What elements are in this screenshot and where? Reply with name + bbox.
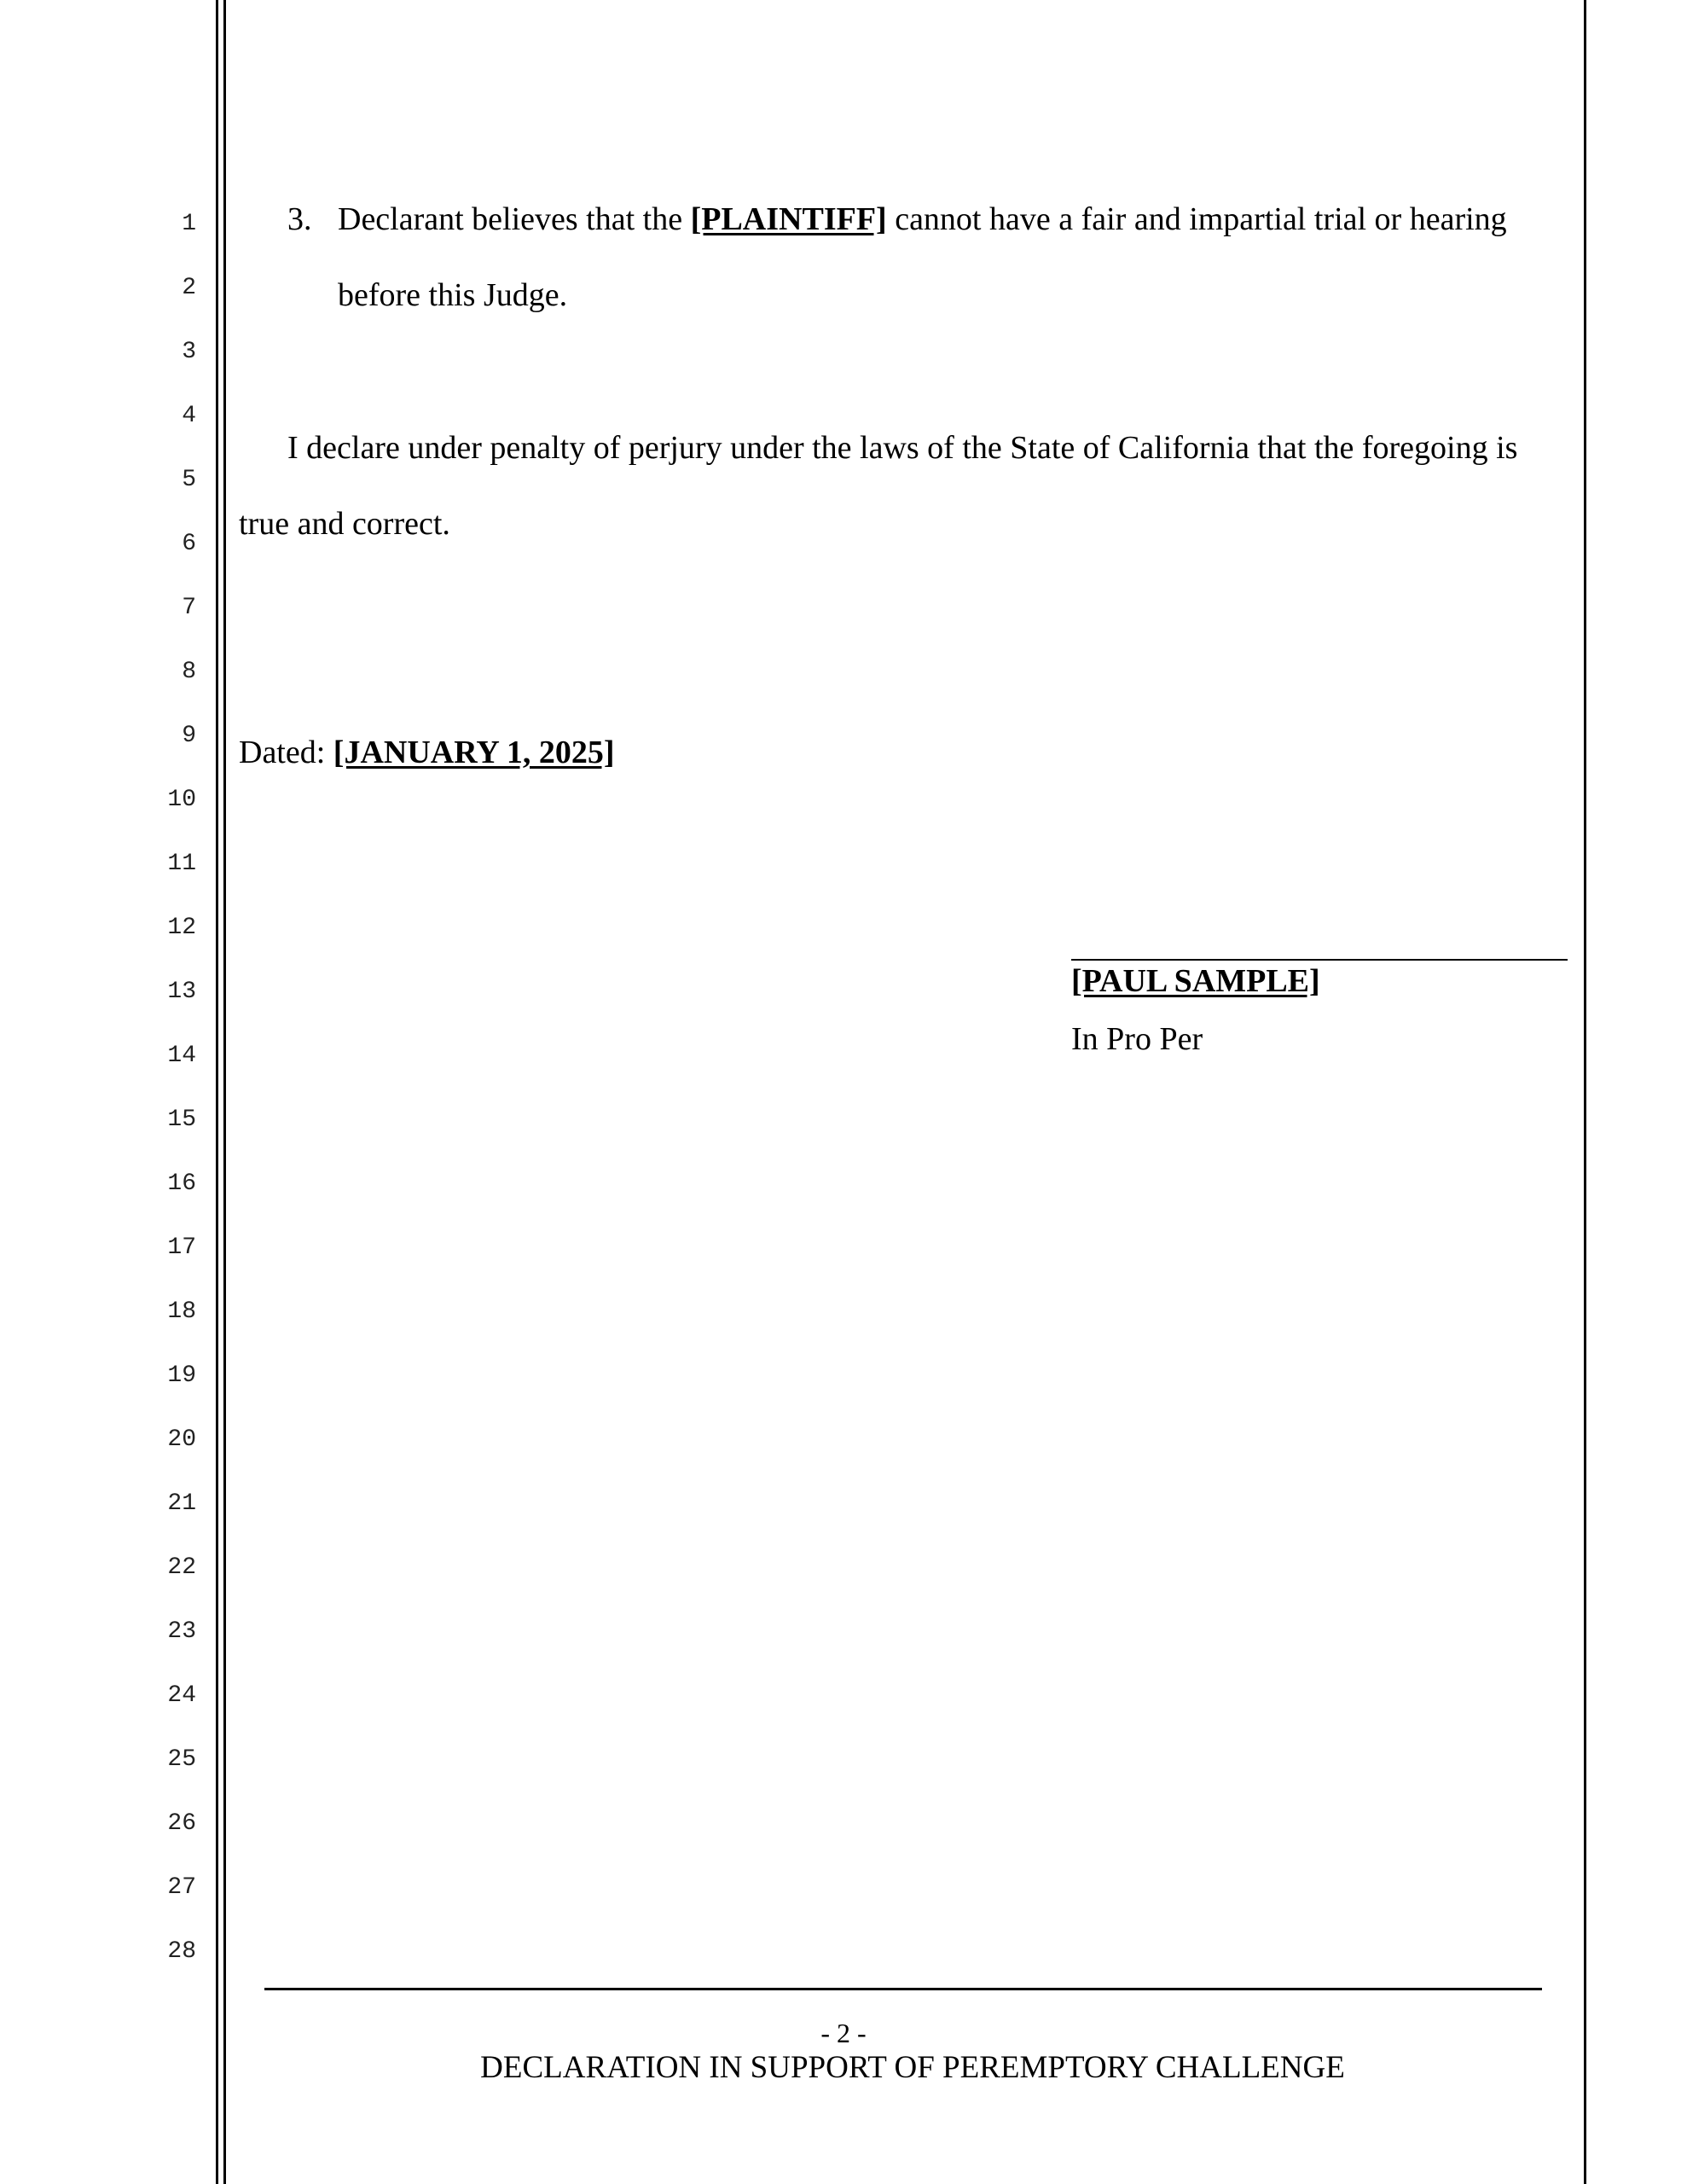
paragraph-3-text-before: Declarant believes that the <box>338 201 683 237</box>
line-number: 15 <box>167 1107 196 1133</box>
line-number: 13 <box>167 979 196 1005</box>
dated-label: Dated: <box>239 735 326 770</box>
line-number: 24 <box>167 1682 196 1709</box>
dated-line <box>239 734 615 771</box>
right-margin-rule <box>1584 0 1586 2184</box>
line-number: 7 <box>182 595 196 621</box>
declaration-line-1: I declare under penalty of perjury under the laws of the State of California that the foregoing is <box>287 430 1518 466</box>
line-number: 3 <box>182 339 196 365</box>
signer-role: In Pro Per <box>1071 1021 1203 1057</box>
line-number: 8 <box>182 659 196 685</box>
plaintiff-placeholder: [PLAINTIFF] <box>690 201 887 237</box>
line-number: 23 <box>167 1618 196 1645</box>
document-title: DECLARATION IN SUPPORT OF PEREMPTORY CHALLENGE <box>480 2050 1345 2085</box>
line-number: 21 <box>167 1490 196 1517</box>
line-number: 25 <box>167 1746 196 1773</box>
line-number: 28 <box>167 1938 196 1965</box>
line-number: 27 <box>167 1874 196 1901</box>
line-number: 22 <box>167 1554 196 1581</box>
paragraph-3-line-2: before this Judge. <box>338 277 568 313</box>
line-number: 17 <box>167 1234 196 1261</box>
line-number: 11 <box>167 851 196 877</box>
signer-name: [PAUL SAMPLE] <box>1071 963 1320 999</box>
line-number: 9 <box>182 723 196 749</box>
line-number: 2 <box>182 275 196 301</box>
left-margin-rule-inner <box>223 0 226 2184</box>
line-number: 5 <box>182 467 196 493</box>
date-placeholder: [JANUARY 1, 2025] <box>333 735 615 770</box>
paragraph-number: 3. <box>287 201 312 237</box>
line-number: 10 <box>167 787 196 813</box>
declaration-line-2: true and correct. <box>239 506 450 542</box>
footer-rule <box>264 1988 1542 1990</box>
line-number: 19 <box>167 1362 196 1389</box>
signature-line <box>1071 959 1568 961</box>
line-number: 4 <box>182 403 196 429</box>
line-number: 26 <box>167 1810 196 1837</box>
paragraph-3-line-1 <box>338 200 1507 238</box>
line-number: 6 <box>182 531 196 557</box>
line-number: 1 <box>182 211 196 237</box>
page-number: - 2 - <box>820 2018 867 2048</box>
left-margin-rule-outer <box>216 0 218 2184</box>
line-number: 16 <box>167 1170 196 1197</box>
line-number: 18 <box>167 1298 196 1325</box>
paragraph-3-text-after: cannot have a fair and impartial trial or hearing <box>895 201 1507 237</box>
line-number: 20 <box>167 1426 196 1453</box>
line-number: 12 <box>167 915 196 941</box>
line-number: 14 <box>167 1043 196 1069</box>
